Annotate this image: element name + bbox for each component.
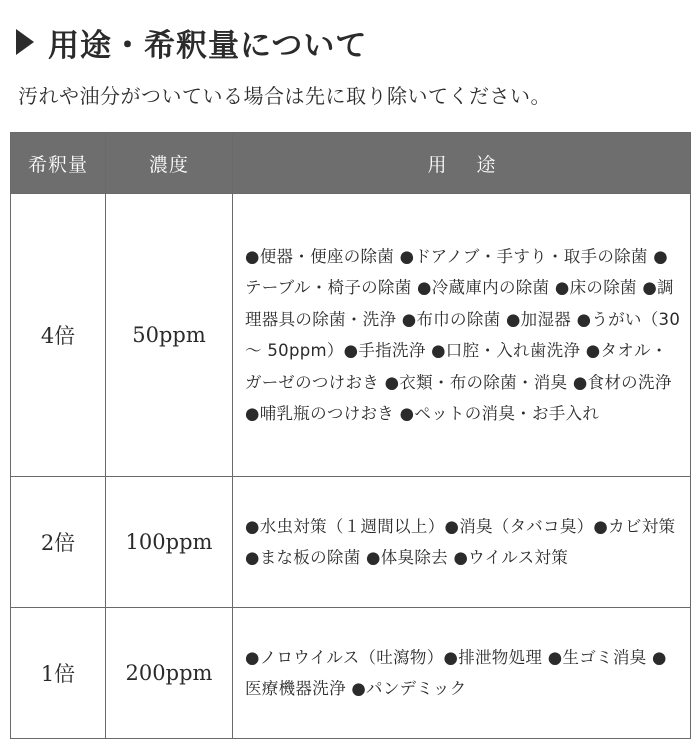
dilution-usage-table [10, 132, 691, 739]
table-row [11, 477, 691, 608]
usage-cell: ●ノロウイルス（吐瀉物）●排泄物処理 ●生ゴミ消臭 ●医療機器洗浄 ●パンデミック [233, 608, 691, 739]
page-title: 用途・希釈量について [48, 27, 368, 64]
table-row [11, 608, 691, 739]
header-concentration: 濃度 [106, 133, 233, 194]
table-row [11, 194, 691, 477]
dilution-cell: 1倍 [11, 608, 106, 739]
concentration-cell: 200ppm [106, 608, 233, 739]
header-usage-label: 用途 [427, 153, 526, 176]
header-usage [233, 133, 691, 194]
section-heading [16, 22, 367, 62]
header-dilution: 希釈量 [11, 133, 106, 194]
usage-cell: ●水虫対策（１週間以上）●消臭（タバコ臭）●カビ対策 ●まな板の除菌 ●体臭除去 ●ウイルス対策 [233, 477, 691, 608]
table-header-row [11, 133, 691, 194]
usage-cell: ●便器・便座の除菌 ●ドアノブ・手すり・取手の除菌 ●テーブル・椅子の除菌 ●冷蔵庫内の除菌 ●床の除菌 ●調理器具の除菌・洗浄 ●布巾の除菌 ●加湿器 ●うがい（30 ～ 50ppm）●手指洗浄 ●口腔・入れ歯洗浄 ●タオル・ガーゼのつけおき ●衣類・布の除菌・消臭 ●食材の洗浄 ●哺乳瓶のつけおき ●ペットの消臭・お手入れ [233, 194, 691, 477]
dilution-cell: 4倍 [11, 194, 106, 477]
dilution-cell: 2倍 [11, 477, 106, 608]
instruction-note: 汚れや油分がついている場合は先に取り除いてください。 [18, 84, 551, 108]
triangle-bullet-icon [16, 29, 34, 55]
concentration-cell: 100ppm [106, 477, 233, 608]
concentration-cell: 50ppm [106, 194, 233, 477]
